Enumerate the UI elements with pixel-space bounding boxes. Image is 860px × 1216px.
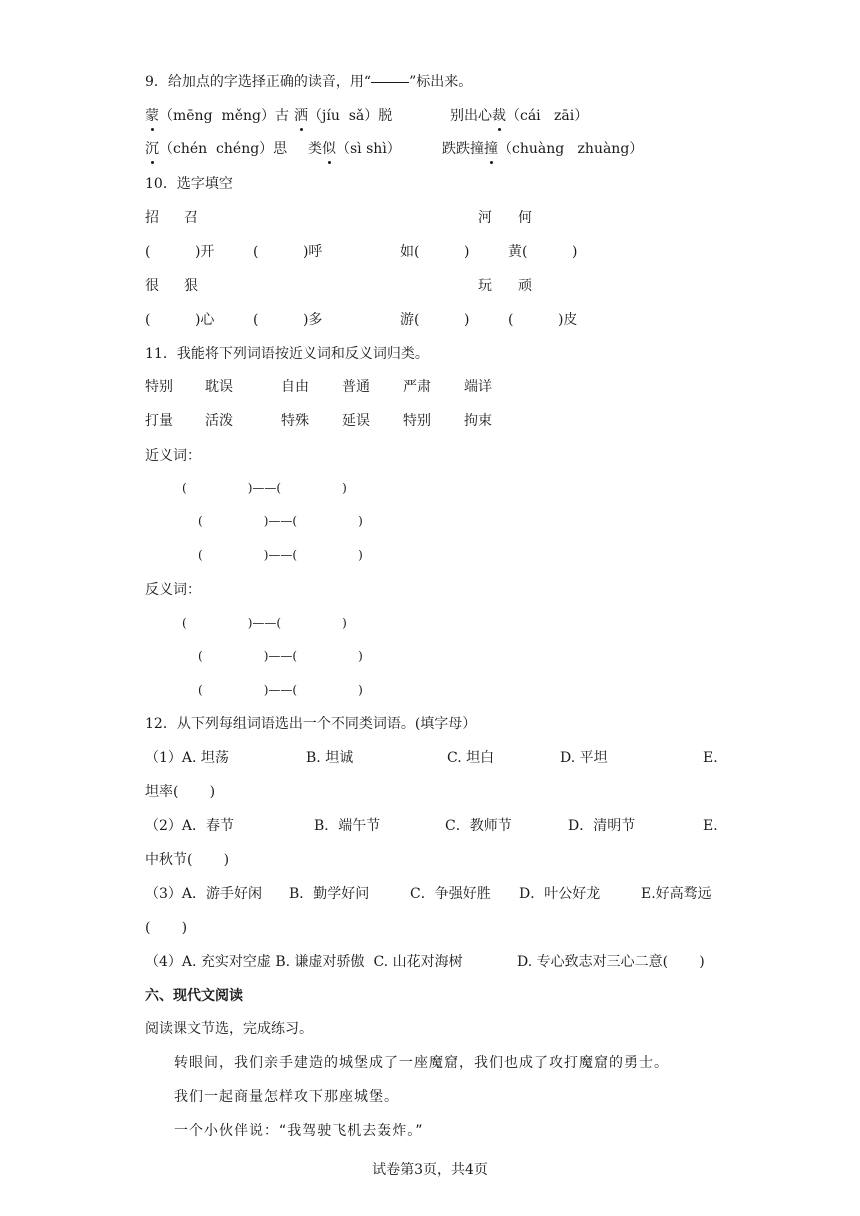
passage-paragraph: 我们一起商量怎样攻下那座城堡。 bbox=[174, 1089, 399, 1105]
synonym-pair[interactable]: ( )——( ) bbox=[198, 514, 363, 528]
q12-option: D．清明节 bbox=[568, 818, 636, 834]
q12-answer[interactable]: 坦率( ) bbox=[145, 784, 216, 800]
q9-title-pre: 9．给加点的字选择正确的读音，用“ bbox=[145, 74, 372, 90]
q11-word: 耽误 bbox=[205, 379, 233, 395]
q12-option: （2）A．春节 bbox=[145, 818, 235, 834]
q12-option: E. bbox=[703, 750, 718, 766]
synonym-label: 近义词： bbox=[145, 448, 201, 464]
q9-row2-a: 沉（chén chéng）思 bbox=[145, 141, 288, 157]
q12-answer[interactable]: 中秋节( ) bbox=[145, 852, 230, 868]
passage-paragraph: 转眼间，我们亲手建造的城堡成了一座魔窟，我们也成了攻打魔窟的勇士。 bbox=[174, 1055, 669, 1071]
q12-option: E. bbox=[703, 818, 718, 834]
q12-option: C．争强好胜 bbox=[410, 886, 491, 902]
q12-option: （4）A. 充实对空虚 B. 谦虚对骄傲 C. 山花对海树 bbox=[145, 954, 463, 970]
dotted-char: 洒 bbox=[294, 108, 308, 124]
q10-char: 很 bbox=[145, 278, 159, 294]
q10-blank[interactable]: 游( ) bbox=[400, 312, 470, 328]
q10-blank[interactable]: ( )皮 bbox=[508, 312, 578, 328]
q9-row2-b: 类似（sì shì） bbox=[308, 141, 401, 157]
section-heading: 六、现代文阅读 bbox=[145, 988, 243, 1004]
q11-word: 自由 bbox=[281, 379, 309, 395]
q10-char: 何 bbox=[518, 210, 532, 226]
q11-word: 严肃 bbox=[403, 379, 431, 395]
q12-option: E.好高骛远 bbox=[641, 886, 712, 902]
q11-word: 端详 bbox=[464, 379, 492, 395]
q10-char: 玩 bbox=[478, 278, 492, 294]
antonym-pair[interactable]: ( )——( ) bbox=[182, 616, 347, 630]
q10-blank[interactable]: ( )呼 bbox=[253, 244, 323, 260]
q10-blank[interactable]: ( )多 bbox=[253, 312, 323, 328]
q9-title bbox=[145, 72, 472, 92]
q12-option: C．教师节 bbox=[445, 818, 512, 834]
q9-row1-b: 洒（jíu sǎ）脱 bbox=[294, 108, 393, 124]
q11-word: 拘束 bbox=[464, 413, 492, 429]
dotted-char: 蒙 bbox=[145, 108, 159, 124]
dotted-char: 似 bbox=[322, 141, 336, 157]
page-footer: 试卷第3页，共4页 bbox=[372, 1162, 488, 1178]
q10-blank[interactable]: ( )心 bbox=[145, 312, 215, 328]
dotted-char: 裁 bbox=[492, 108, 506, 124]
q10-char: 招 bbox=[145, 210, 159, 226]
synonym-pair[interactable]: ( )——( ) bbox=[198, 548, 363, 562]
q11-word: 特殊 bbox=[281, 413, 309, 429]
dotted-char: 沉 bbox=[145, 141, 159, 157]
q12-option: B. 坦诚 bbox=[306, 750, 354, 766]
q9-row1-a: 蒙（mēng měng）古 bbox=[145, 108, 289, 124]
q12-option: （1）A. 坦荡 bbox=[145, 750, 229, 766]
q12-option: D．叶公好龙 bbox=[519, 886, 601, 902]
q9-row1-c: 别出心裁（cái zāi） bbox=[450, 108, 589, 124]
reading-intro: 阅读课文节选，完成练习。 bbox=[145, 1021, 313, 1037]
q11-word: 特别 bbox=[145, 379, 173, 395]
q12-option: （3）A．游手好闲 bbox=[145, 886, 263, 902]
q10-char: 河 bbox=[478, 210, 492, 226]
q11-word: 普通 bbox=[342, 379, 370, 395]
q11-title: 11．我能将下列词语按近义词和反义词归类。 bbox=[145, 346, 429, 362]
q10-title: 10．选字填空 bbox=[145, 176, 233, 192]
q10-char: 狠 bbox=[184, 278, 198, 294]
q10-blank[interactable]: 黄( ) bbox=[508, 244, 578, 260]
antonym-pair[interactable]: ( )——( ) bbox=[198, 649, 363, 663]
q10-char: 召 bbox=[184, 210, 198, 226]
antonym-pair[interactable]: ( )——( ) bbox=[198, 683, 363, 697]
q12-option: D. 专心致志对三心二意( ) bbox=[517, 954, 705, 970]
q11-word: 延误 bbox=[342, 413, 370, 429]
q12-answer[interactable]: ( ) bbox=[145, 920, 188, 936]
q11-word: 特别 bbox=[403, 413, 431, 429]
q9-title-post: ”标出来。 bbox=[409, 74, 473, 90]
q9-row2-c: 跌跌撞撞（chuàng zhuàng） bbox=[442, 141, 644, 157]
q11-word: 活泼 bbox=[205, 413, 233, 429]
synonym-pair[interactable]: ( )——( ) bbox=[182, 481, 347, 495]
q12-option: B．勤学好问 bbox=[289, 886, 370, 902]
q12-option: B．端午节 bbox=[314, 818, 381, 834]
q10-char: 顽 bbox=[518, 278, 532, 294]
q11-word: 打量 bbox=[145, 413, 173, 429]
passage-paragraph: 一个小伙伴说：“我驾驶飞机去轰炸。” bbox=[174, 1123, 424, 1139]
antonym-label: 反义词： bbox=[145, 582, 201, 598]
q12-title: 12．从下列每组词语选出一个不同类词语。(填字母） bbox=[145, 716, 477, 732]
q10-blank[interactable]: ( )开 bbox=[145, 244, 215, 260]
q10-blank[interactable]: 如( ) bbox=[400, 244, 470, 260]
q12-option: D. 平坦 bbox=[560, 750, 608, 766]
underline-sample bbox=[371, 82, 409, 83]
dotted-char: 撞 bbox=[484, 141, 498, 157]
q12-option: C. 坦白 bbox=[447, 750, 495, 766]
